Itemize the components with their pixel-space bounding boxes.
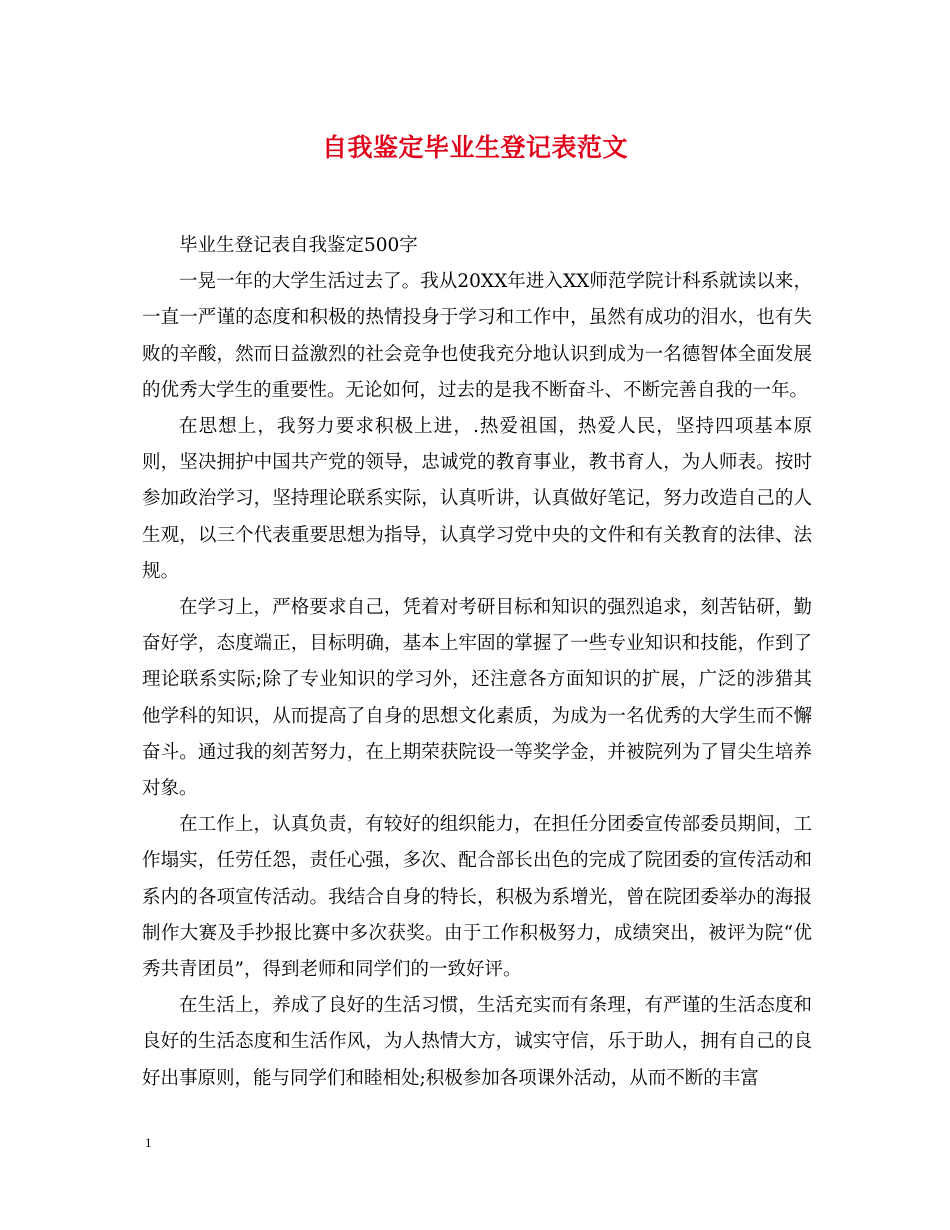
document-title: 自我鉴定毕业生登记表范文 (321, 133, 628, 162)
page-number: 1 (145, 1135, 152, 1150)
body-paragraph: 在思想上，我努力要求积极上进，.热爱祖国，热爱人民，坚持四项基本原则，坚决拥护中国共产党的领导，忠诚党的教育事业，教书育人，为人师表。按时参加政治学习，坚持理论联系实际，认真听讲，认真做好笔记，努力改造自己的人生观，以三个代表重要思想为指导，认真学习党中央的文件和有关教育的法律、法规。 (142, 416, 812, 582)
body-paragraph: 在生活上，养成了良好的生活习惯，生活充实而有条理，有严谨的生活态度和良好的生活态度和生活作风，为人热情大方，诚实守信，乐于助人，拥有自己的良好出事原则，能与同学们和睦相处;积极参加各项课外活动，从而不断的丰富 (142, 995, 812, 1089)
document-body (142, 228, 812, 1097)
body-paragraph: 一晃一年的大学生活过去了。我从20XX年进入XX师范学院计科系就读以来，一直一严谨的态度和积极的热情投身于学习和工作中，虽然有成功的泪水，也有失败的辛酸，然而日益激烈的社会竞争也使我充分地认识到成为一名德智体全面发展的优秀大学生的重要性。无论如何，过去的是我不断奋斗、不断完善自我的一年。 (142, 271, 812, 401)
body-paragraph: 在工作上，认真负责，有较好的组织能力，在担任分团委宣传部委员期间，工作塌实，任劳任怨，责任心强，多次、配合部长出色的完成了院团委的宣传活动和系内的各项宣传活动。我结合自身的特长，积极为系增光，曾在院团委举办的海报制作大赛及手抄报比赛中多次获奖。由于工作积极努力，成绩突出，被评为院“优秀共青团员”，得到老师和同学们的一致好评。 (142, 814, 812, 981)
subtitle-paragraph: 毕业生登记表自我鉴定500字 (179, 235, 418, 256)
body-paragraph: 在学习上，严格要求自己，凭着对考研目标和知识的强烈追求，刻苦钻研，勤奋好学，态度端正，目标明确，基本上牢固的掌握了一些专业知识和技能，作到了理论联系实际;除了专业知识的学习外，还注意各方面知识的扩展，广泛的涉猎其他学科的知识，从而提高了自身的思想文化素质，为成为一名优秀的大学生而不懈奋斗。通过我的刻苦努力，在上期荣获院设一等奖学金，并被院列为了冒尖生培养对象。 (142, 597, 812, 800)
